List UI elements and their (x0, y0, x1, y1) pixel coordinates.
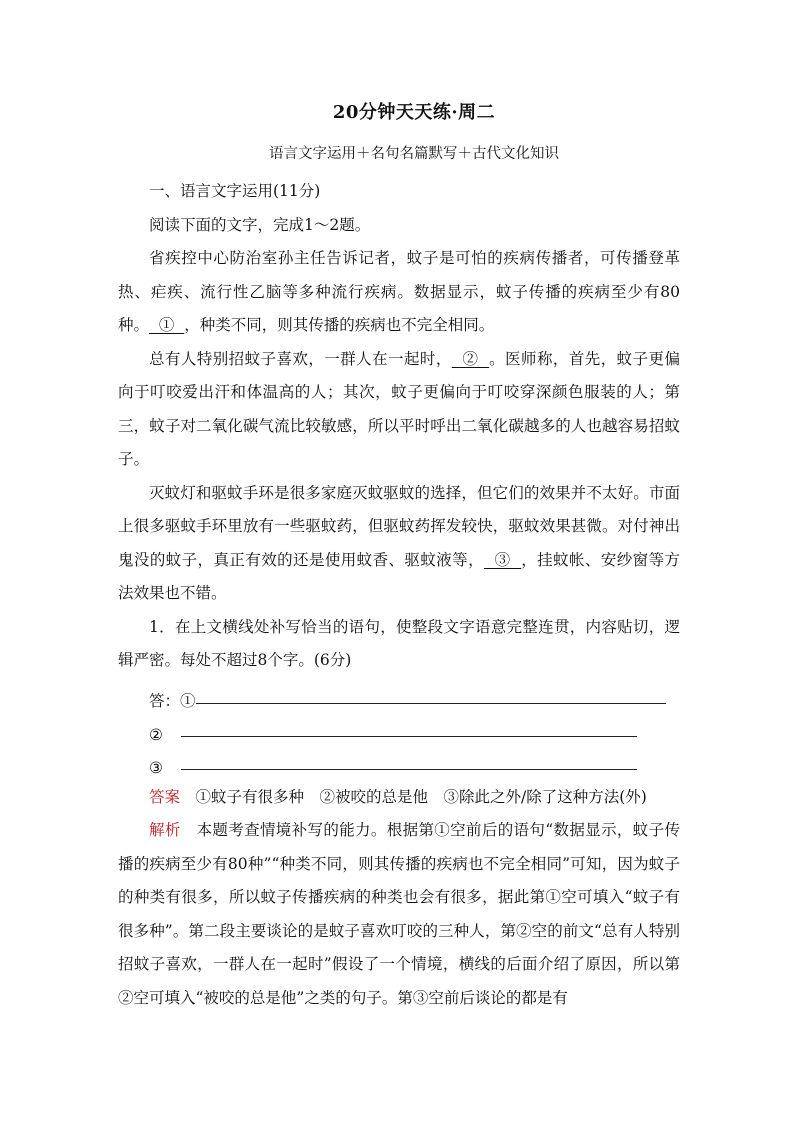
document-page (118, 98, 680, 1015)
passage-paragraph-1 (118, 242, 680, 343)
passage-paragraph-2 (118, 343, 680, 477)
answer-line-3 (118, 744, 680, 777)
answer-label-1: 答：① (149, 691, 196, 710)
answer-rule-3 (181, 749, 637, 770)
para2-head: 总有人特别招蚊子喜欢，一群人在一起时， (149, 349, 452, 368)
answer-label-3: ③ (149, 758, 163, 777)
blank-1: ① (149, 316, 185, 334)
answer-paragraph (118, 781, 680, 815)
page-title: 20分钟天天练·周二 (332, 102, 496, 123)
answer-label-2: ② (149, 725, 163, 744)
answer-line-1 (118, 678, 680, 711)
para1-tail: ，种类不同，则其传播的疾病也不完全相同。 (184, 316, 495, 334)
section-heading: 一、语言文字运用(11分) (149, 182, 321, 200)
question-1: 1．在上文横线处补写恰当的语句，使整段文字语意完整连贯，内容贴切，逻辑严密。每处不超过8个字。(6分) (118, 617, 680, 669)
answer-text: ①蚊子有很多种 ②被咬的总是他 ③除此之外/除了这种方法(外) (195, 787, 647, 806)
blank-2: ② (451, 349, 490, 368)
para3-tail: ，挂蚊帐、安纱窗等方法效果也不错。 (118, 550, 680, 602)
analysis-text: 本题考查情境补写的能力。根据第①空前后的语句“数据显示，蚊子传播的疾病至少有80种”“种类不同，则其传播的疾病也不完全相同”可知，因为蚊子的种类有很多，所以蚊子传播疾病的种类也会有很多，据此第①空可填入“蚊子有很多种”。第二段主要谈论的是蚊子喜欢叮咬的三种人，第②空的前文“总有人特别招蚊子喜欢，一群人在一起时”假设了一个情境，横线的后面介绍了原因，所以第②空可填入“被咬的总是他”之类的句子。第③空前后谈论的都是有 (118, 821, 680, 1007)
answer-rule-2 (181, 716, 637, 737)
answer-label: 答案 (149, 787, 181, 806)
answer-rule-1 (196, 683, 666, 704)
para1-text: 省疾控中心防治室孙主任告诉记者，蚊子是可怕的疾病传播者，可传播登革热、疟疾、流行性乙脑等多种流行疾病。数据显示，蚊子传播的疾病至少有80种。 (118, 249, 680, 334)
analysis-label: 解析 (149, 821, 181, 839)
passage-paragraph-3 (118, 477, 680, 611)
para3-head: 灭蚊灯和驱蚊手环是很多家庭灭蚊驱蚊的选择，但它们的效果并不太好。市面上很多驱蚊手环里放有一些驱蚊药，但驱蚊药挥发较快，驱蚊效果甚微。对付神出鬼没的蚊子，真正有效的还是使用蚊香、驱蚊液等， (118, 483, 680, 569)
answer-line-2 (118, 711, 680, 744)
analysis-paragraph (118, 814, 680, 1015)
para2-tail: 。医师称，首先，蚊子更偏向于叮咬爱出汗和体温高的人；其次，蚊子更偏向于叮咬穿深颜色服装的人；第三，蚊子对二氧化碳气流比较敏感，所以平时呼出二氧化碳越多的人也越容易招蚊子。 (118, 349, 680, 468)
page-subtitle: 语言文字运用＋名句名篇默写＋古代文化知识 (269, 146, 559, 162)
blank-3: ③ (483, 550, 522, 569)
reading-instruction: 阅读下面的文字，完成1～2题。 (149, 215, 371, 234)
